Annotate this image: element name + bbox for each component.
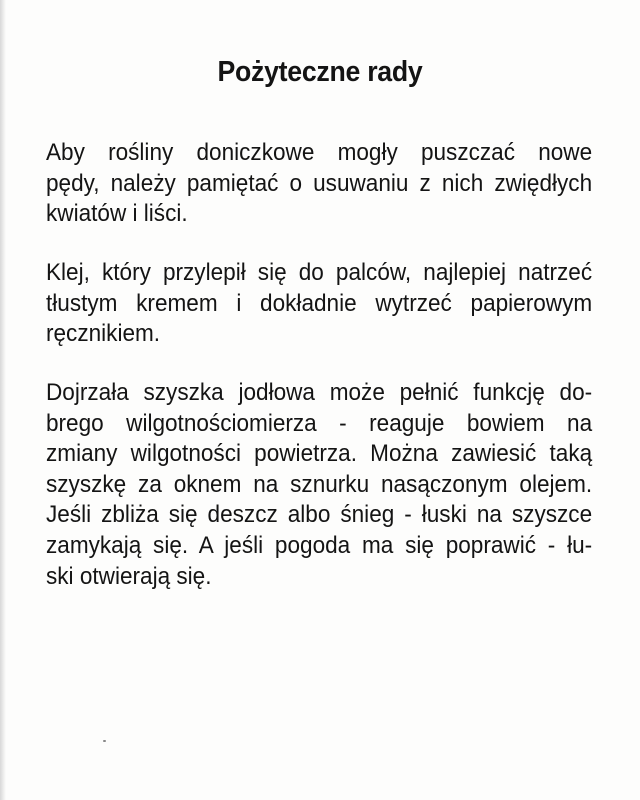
- paragraph-line: szyszkę za oknem na sznurku nasączonym olejem.: [46, 470, 593, 498]
- paragraph-line: Aby rośliny doniczkowe mogły puszczać nowe: [46, 139, 593, 166]
- paragraph-line: Dojrzała szyszka jodłowa może pełnić funkcję do-: [46, 379, 593, 406]
- paragraph-fir-cone: [46, 378, 592, 592]
- paragraph-glue: [46, 258, 592, 350]
- paragraph-line: Klej, który przylepił się do palców, najlepiej natrzeć: [46, 259, 593, 286]
- paragraph-line: zmiany wilgotności powietrza. Można zawiesić taką: [46, 440, 593, 468]
- scan-speck: [103, 740, 106, 742]
- paragraph-line: kwiatów i liści.: [46, 200, 188, 228]
- paragraph-line: tłustym kremem i dokładnie wytrzeć papierowym: [46, 289, 593, 317]
- paragraph-line: zamykają się. A jeśli pogoda ma się poprawić - łu-: [46, 531, 593, 559]
- paragraph-line: pędy, należy pamiętać o usuwaniu z nich zwiędłych: [46, 169, 593, 197]
- paragraph-line: brego wilgotnościomierza - reaguje bowiem na: [46, 409, 593, 437]
- page-title: Pożyteczne rady: [217, 56, 423, 88]
- paragraph-line: Jeśli zbliża się deszcz albo śnieg - łuski na szyszce: [46, 501, 593, 529]
- paragraph-line: ski otwierają się.: [46, 562, 212, 590]
- paragraph-plants: [46, 138, 592, 230]
- paragraph-line: ręcznikiem.: [46, 320, 161, 348]
- page-edge-shadow: [0, 0, 6, 800]
